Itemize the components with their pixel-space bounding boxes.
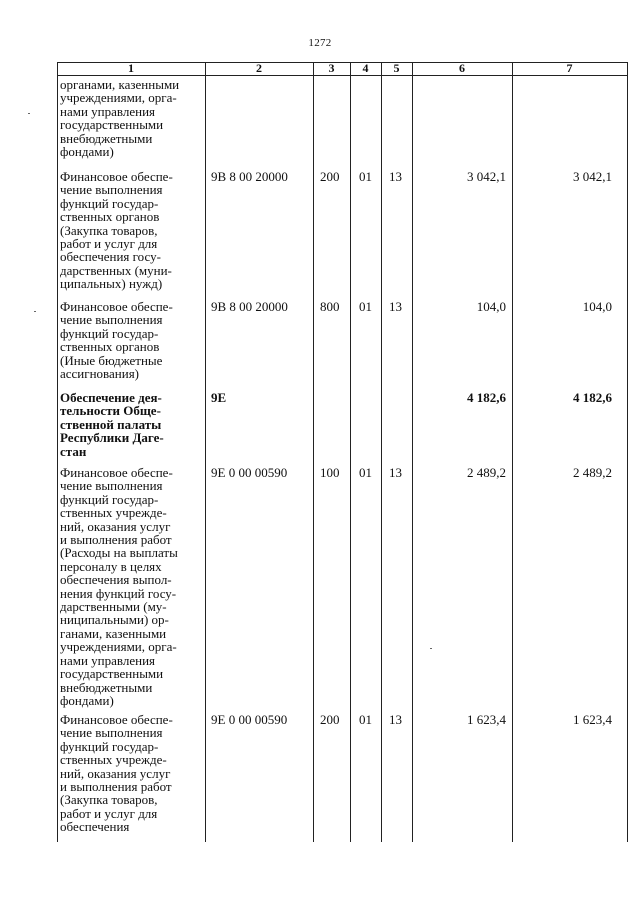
row-col7: 3 042,1	[573, 169, 612, 184]
row-col4: 01	[359, 299, 372, 314]
scan-speck	[430, 648, 432, 649]
row-name: Финансовое обеспе- чение выполнения функций государ- ственных учрежде- ний, оказания услуг и выполнения работ (Расходы на выплаты персоналу в целях обеспечения выпол- нения функций госу- дарственными (му- ниципальными) ор- ганами, казенными учреждениями, орга- нами управления государственными внебюджетными фондами)	[60, 465, 178, 708]
row-name: Обеспечение дея- тельности Обще- ственной палаты Республики Даге- стан	[60, 390, 164, 459]
row-col6: 1 623,4	[467, 712, 506, 727]
row-col6: 3 042,1	[467, 169, 506, 184]
row-col7: 104,0	[582, 299, 612, 314]
row-col3: 100	[320, 465, 340, 480]
row-col7: 2 489,2	[573, 465, 612, 480]
row-name: органами, казенными учреждениями, орга- нами управления государственными внебюджетными фондами)	[60, 77, 180, 160]
row-name: Финансовое обеспе- чение выполнения функций государ- ственных органов (Иные бюджетные ассигнования)	[60, 299, 173, 382]
header-bottom-border	[57, 75, 628, 76]
column-border	[57, 62, 58, 842]
row-col5: 13	[389, 169, 402, 184]
row-name: Финансовое обеспе- чение выполнения функций государ- ственных органов (Закупка товаров, работ и услуг для обеспечения госу- дарственных (муни- ципальных) нужд)	[60, 169, 173, 292]
row-col5: 13	[389, 465, 402, 480]
row-col6: 2 489,2	[467, 465, 506, 480]
row-col7: 4 182,6	[573, 390, 612, 405]
column-header-2: 2	[256, 61, 262, 75]
column-header-7: 7	[566, 61, 573, 75]
row-col7: 1 623,4	[573, 712, 612, 727]
scan-speck	[34, 311, 36, 312]
row-col3: 200	[320, 712, 340, 727]
column-header-5: 5	[393, 61, 400, 75]
row-col4: 01	[359, 169, 372, 184]
column-border	[350, 62, 351, 842]
column-header-1: 1	[128, 61, 134, 75]
column-border	[205, 62, 206, 842]
column-border	[313, 62, 314, 842]
row-col6: 104,0	[476, 299, 506, 314]
scan-speck	[28, 113, 30, 114]
row-code: 9В 8 00 20000	[211, 169, 288, 184]
row-col5: 13	[389, 299, 402, 314]
row-name: Финансовое обеспе- чение выполнения функций государ- ственных учрежде- ний, оказания услуг и выполнения работ (Закупка товаров, работ и услуг для обеспечения	[60, 712, 173, 835]
row-col3: 800	[320, 299, 340, 314]
row-code: 9Е	[211, 390, 227, 405]
page-number: 1272	[308, 37, 332, 49]
column-header-3: 3	[328, 61, 335, 75]
column-border	[381, 62, 382, 842]
row-col5: 13	[389, 712, 402, 727]
row-code: 9В 8 00 20000	[211, 299, 288, 314]
row-code: 9Е 0 00 00590	[211, 712, 288, 727]
row-col4: 01	[359, 465, 372, 480]
column-border	[627, 62, 628, 842]
row-col4: 01	[359, 712, 372, 727]
column-header-4: 4	[362, 61, 369, 75]
row-col3: 200	[320, 169, 340, 184]
row-code: 9Е 0 00 00590	[211, 465, 288, 480]
column-header-6: 6	[459, 61, 465, 75]
row-col6: 4 182,6	[467, 390, 506, 405]
